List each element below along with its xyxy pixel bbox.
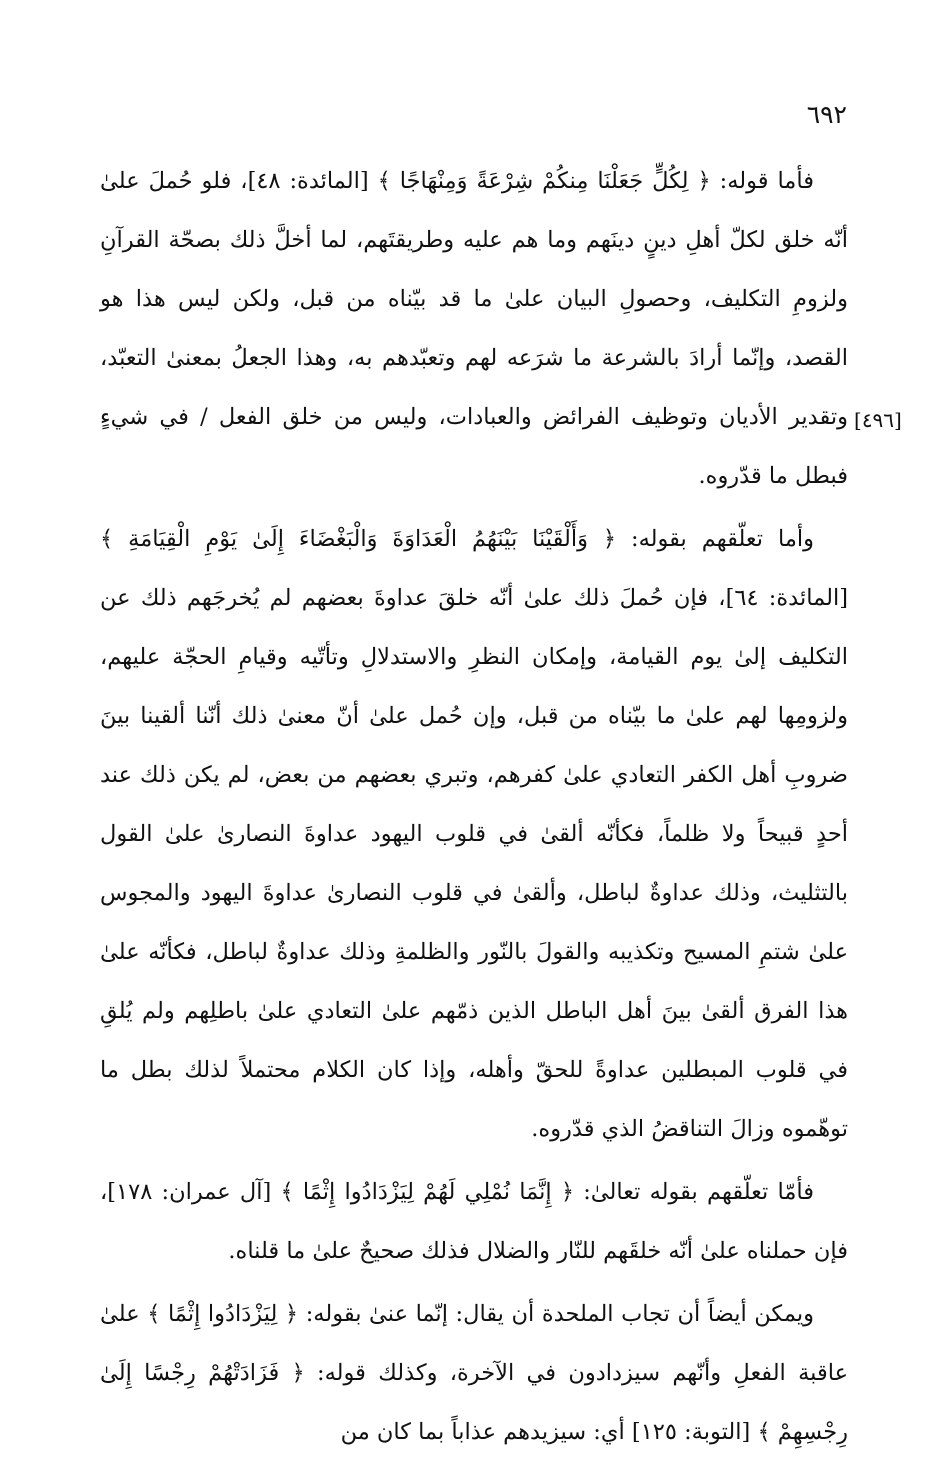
page-number: ٦٩٢ (806, 100, 847, 129)
margin-folio-note: [٤٩٦] (854, 408, 902, 432)
paragraph: ويمكن أيضاً أن تجاب الملحدة أن يقال: إنّما عنىٰ بقوله: ﴿ لِيَزْدَادُوا إِثْمًا ﴾ علىٰ عاقبة الفعلِ وأنّهم سيزدادون في الآخرة، وكذلك قوله: ﴿ فَزَادَتْهُمْ رِجْسًا إِلَىٰ رِجْسِهِمْ ﴾ [التوبة: ١٢٥] أي: سيزيدهم عذاباً بما كان من (100, 1301, 848, 1445)
paragraph: وأما تعلّقهم بقوله: ﴿ وَأَلْقَيْنَا بَيْنَهُمُ الْعَدَاوَةَ وَالْبَغْضَاءَ إِلَىٰ يَوْمِ الْقِيَامَةِ ﴾ [المائدة: ٦٤]، فإن حُملَ ذلك علىٰ أنّه خلقَ عداوةَ بعضهم لم يُخرجَهم ذلك عن التكليف إلىٰ يوم القيامة، وإمكان النظرِ والاستدلالِ وتأتّيه وقيامِ الحجّة عليهم، ولزومِها لهم علىٰ ما بيّناه من قبل، وإن حُمل علىٰ أنّ معنىٰ ذلك أنّنا ألقينا بينَ ضروبِ أهل الكفر التعادي علىٰ كفرهم، وتبري بعضهم من بعض، لم يكن ذلك عند أحدٍ قبيحاً ولا ظلماً، فكأنّه ألقىٰ في قلوب اليهود عداوةَ النصارىٰ علىٰ القول بالتثليث، وذلك عداوةٌ لباطل، وألقىٰ في قلوب النصارىٰ عداوةَ اليهود والمجوس علىٰ شتمِ المسيح وتكذيبه والقولَ بالنّور والظلمةِ وذلك عداوةٌ لباطل، فكأنّه علىٰ هذا الفرق ألقىٰ بينَ أهل الباطل الذين ذمّهم علىٰ التعادي علىٰ باطلِهم ولم يُلقِ في قلوب المبطلين عداوةً للحقّ وأهله، وإذا كان الكلام محتملاً لذلك بطل ما توهّموه وزالَ التناقضُ الذي قدّروه. (100, 526, 848, 1142)
paragraph: فأما قوله: ﴿ لِكُلٍّ جَعَلْنَا مِنكُمْ شِرْعَةً وَمِنْهَاجًا ﴾ [المائدة: ٤٨]، فلو حُملَ علىٰ أنّه خلق لكلّ أهلِ دينٍ دينَهم وما هم عليه وطريقتَهم، لما أخلَّ ذلك بصحّة القرآنِ ولزومِ التكليف، وحصولِ البيان علىٰ ما قد بيّناه من قبل، ولكن ليس هذا هو القصد، وإنّما أرادَ بالشرعة ما شرَعه لهم وتعبّدهم به، وهذا الجعلُ بمعنىٰ التعبّد، وتقدير الأديان وتوظيف الفرائض والعبادات، وليس من خلق الفعل / في شيءٍ فبطل ما قدّروه. (100, 168, 848, 489)
body-text (100, 152, 848, 1466)
paragraph: فأمّا تعلّقهم بقوله تعالىٰ: ﴿ إِنَّمَا نُمْلِي لَهُمْ لِيَزْدَادُوا إِثْمًا ﴾ [آل عمران: ١٧٨]، فإن حملناه علىٰ أنّه خلقَهم للنّار والضلال فذلك صحيحٌ علىٰ ما قلناه. (100, 1179, 848, 1264)
